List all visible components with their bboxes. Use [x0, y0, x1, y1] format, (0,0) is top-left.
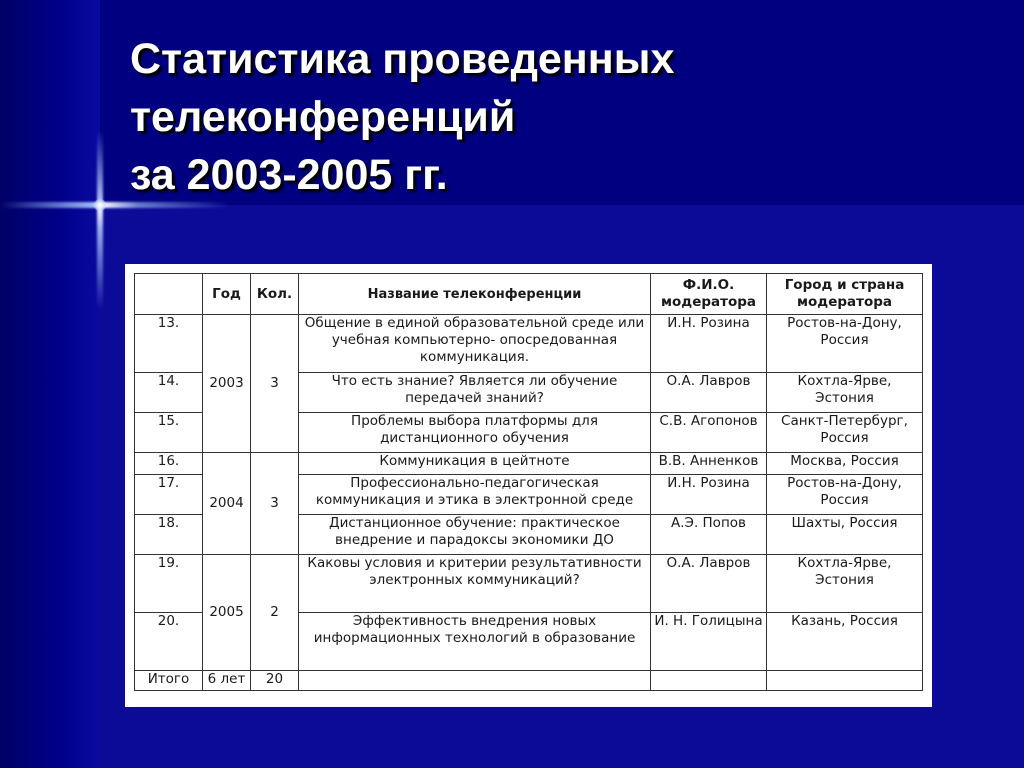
total-count: 20	[251, 671, 299, 691]
year-cell: 2003	[203, 315, 251, 453]
row-num: 17.	[135, 475, 203, 515]
title-line-2: телеконференций	[130, 93, 516, 141]
title-line-3: за 2003-2005 гг.	[130, 151, 448, 199]
conference-name: Что есть знание? Является ли обучение передачей знаний?	[299, 373, 651, 413]
row-num: 20.	[135, 613, 203, 671]
row-num: 14.	[135, 373, 203, 413]
moderator-name: И. Н. Голицына	[651, 613, 767, 671]
count-cell: 2	[251, 555, 299, 671]
year-cell: 2004	[203, 453, 251, 555]
table-row	[135, 315, 923, 373]
row-num: 13.	[135, 315, 203, 373]
background-left-band	[0, 0, 100, 768]
moderator-city: Кохтла-Ярве, Эстония	[767, 555, 923, 613]
title-line-1: Статистика проведенных	[130, 35, 675, 83]
header-year: Год	[203, 274, 251, 315]
teleconference-table	[134, 273, 923, 691]
row-num: 15.	[135, 413, 203, 453]
conference-name: Профессионально-педагогическая коммуникация и этика в электронной среде	[299, 475, 651, 515]
row-num: 16.	[135, 453, 203, 475]
conference-name: Каковы условия и критерии результативности электронных коммуникаций?	[299, 555, 651, 613]
conference-name: Дистанционное обучение: практическое внедрение и парадоксы экономики ДО	[299, 515, 651, 555]
header-count: Кол.	[251, 274, 299, 315]
table-row	[135, 555, 923, 613]
moderator-city: Санкт-Петербург, Россия	[767, 413, 923, 453]
table-header-row	[135, 274, 923, 315]
count-cell: 3	[251, 453, 299, 555]
total-years: 6 лет	[203, 671, 251, 691]
empty-cell	[299, 671, 651, 691]
header-moderator: Ф.И.О. модератора	[651, 274, 767, 315]
empty-cell	[651, 671, 767, 691]
conference-name: Эффективность внедрения новых информационных технологий в образование	[299, 613, 651, 671]
conference-name: Общение в единой образовательной среде или учебная компьютерно- опосредованная коммуникация.	[299, 315, 651, 373]
conference-name: Проблемы выбора платформы для дистанционного обучения	[299, 413, 651, 453]
count-cell: 3	[251, 315, 299, 453]
moderator-name: О.А. Лавров	[651, 373, 767, 413]
moderator-city: Казань, Россия	[767, 613, 923, 671]
header-conference-name: Название телеконференции	[299, 274, 651, 315]
conference-name: Коммуникация в цейтноте	[299, 453, 651, 475]
table-row	[135, 453, 923, 475]
year-cell: 2005	[203, 555, 251, 671]
table-panel	[125, 264, 932, 707]
moderator-city: Москва, Россия	[767, 453, 923, 475]
total-label: Итого	[135, 671, 203, 691]
slide-title	[130, 30, 990, 204]
header-city: Город и страна модератора	[767, 274, 923, 315]
empty-cell	[767, 671, 923, 691]
header-num	[135, 274, 203, 315]
moderator-city: Ростов-на-Дону, Россия	[767, 315, 923, 373]
moderator-name: О.А. Лавров	[651, 555, 767, 613]
moderator-name: В.В. Анненков	[651, 453, 767, 475]
moderator-name: А.Э. Попов	[651, 515, 767, 555]
light-flare-vertical	[97, 130, 103, 310]
moderator-city: Ростов-на-Дону, Россия	[767, 475, 923, 515]
table-total-row	[135, 671, 923, 691]
moderator-name: С.В. Агопонов	[651, 413, 767, 453]
moderator-city: Шахты, Россия	[767, 515, 923, 555]
moderator-name: И.Н. Розина	[651, 315, 767, 373]
row-num: 19.	[135, 555, 203, 613]
row-num: 18.	[135, 515, 203, 555]
light-flare-core	[94, 199, 106, 211]
moderator-city: Кохтла-Ярве, Эстония	[767, 373, 923, 413]
moderator-name: И.Н. Розина	[651, 475, 767, 515]
